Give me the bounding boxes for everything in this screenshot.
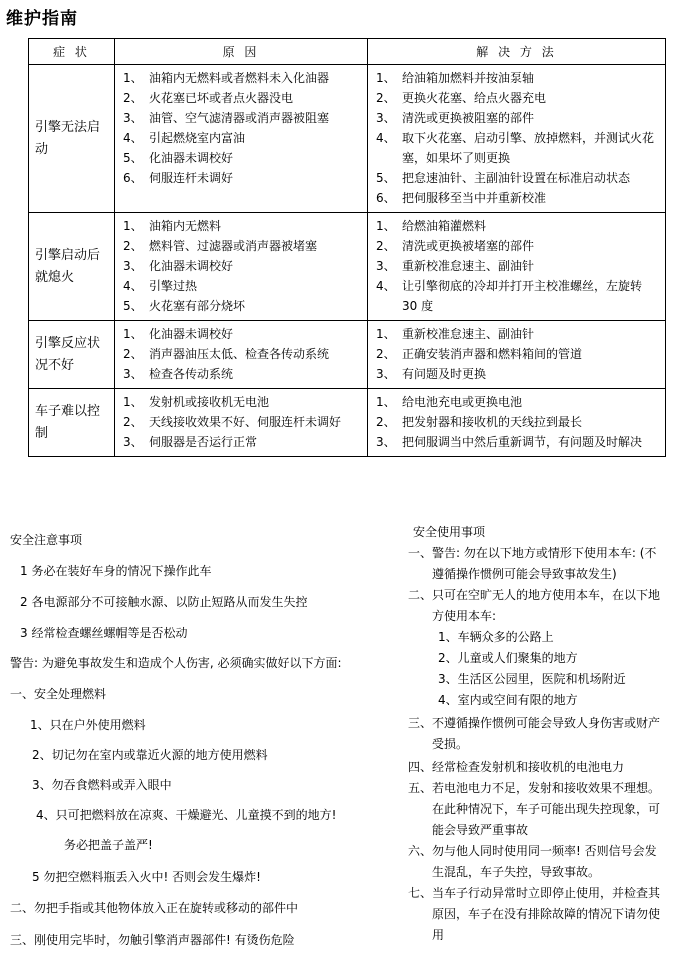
- header-symptom: 症 状: [29, 39, 115, 65]
- solution-item: 1、 给油箱加燃料并按油泵轴: [376, 71, 535, 85]
- safety-use-item: 三、 不遵循操作惯例可能会导致人身伤害或财产受损。: [408, 716, 661, 751]
- cause-item: 3、 检查各传动系统: [123, 367, 234, 381]
- solution-item: 1、 重新校准怠速主、副油针: [376, 327, 535, 341]
- place-item: 3、生活区公园里，医院和机场附近: [438, 672, 626, 686]
- safety-use-item: 七、 当车子行动异常时立即停止使用，并检查其原因，车子在没有排除故障的情况下请勿使用: [408, 886, 661, 942]
- symptom-cell: 引擎无法启动: [29, 65, 115, 213]
- solution-item: 1、 给燃油箱灌燃料: [376, 219, 487, 233]
- fuel-heading: 一、安全处理燃料: [10, 687, 107, 701]
- cause-item: 1、 发射机或接收机无电池: [123, 395, 270, 409]
- solution-item: 6、 把伺服移至当中并重新校准: [376, 191, 547, 205]
- cause-item: 2、 消声器油压太低、检查各传动系统: [123, 347, 330, 361]
- solution-item: 3、 清洗或更换被阻塞的部件: [376, 111, 535, 125]
- place-item: 4、室内或空间有限的地方: [438, 693, 578, 707]
- cause-item: 4、 引起燃烧室内富油: [123, 131, 246, 145]
- cause-item: 3、 油管、空气滤清器或消声器被阻塞: [123, 111, 330, 125]
- safety-notes-heading: 安全注意事项: [10, 533, 83, 547]
- fuel-item: 5 勿把空燃料瓶丢入火中! 否则会发生爆炸!: [32, 870, 261, 884]
- safety-use-item: 二、 只可在空旷无人的地方使用本车，在以下地方使用本车:: [408, 588, 661, 623]
- safety-use-item: 一、 警告: 勿在以下地方或情形下使用本车: (不遵循操作惯例可能会导致事故发生): [408, 546, 657, 581]
- solution-item: 4、 取下火花塞、启动引擎、放掉燃料，并测试火花塞，如果坏了则更换: [376, 131, 655, 165]
- page-title: 维护指南: [6, 9, 78, 29]
- cause-item: 5、 化油器未调校好: [123, 151, 234, 165]
- solution-item: 2、 清洗或更换被堵塞的部件: [376, 239, 535, 253]
- place-item: 2、儿童或人们聚集的地方: [438, 651, 578, 665]
- cause-item: 2、 天线接收效果不好、伺服连杆未调好: [123, 415, 342, 429]
- solution-item: 3、 有问题及时更换: [376, 367, 487, 381]
- header-solution: 解 决 方 法: [368, 39, 666, 65]
- symptom-cell: 车子难以控制: [29, 389, 115, 457]
- safety-use-heading: 安全使用事项: [413, 525, 486, 539]
- solution-item: 5、 把怠速油针、主副油针设置在标准启动状态: [376, 171, 631, 185]
- safety-note-item: 3 经常检查螺丝螺帽等是否松动: [20, 626, 188, 640]
- cause-item: 1、 油箱内无燃料: [123, 219, 222, 233]
- warning-text: 警告: 为避免事故发生和造成个人伤害, 必须确实做好以下方面:: [10, 656, 342, 670]
- cause-item: 4、 引擎过热: [123, 279, 198, 293]
- safety-use-item: 六、 勿与他人同时使用同一频率! 否则信号会发生混乱，车子失控，导致事故。: [408, 844, 657, 879]
- cause-item: 3、 伺服器是否运行正常: [123, 435, 258, 449]
- safety-item-2: 二、勿把手指或其他物体放入正在旋转或移动的部件中: [10, 901, 299, 915]
- safety-note-item: 2 各电源部分不可接触水源、以防止短路从而发生失控: [20, 595, 308, 609]
- place-item: 1、车辆众多的公路上: [438, 630, 554, 644]
- fuel-item: 4、只可把燃料放在凉爽、干燥避光、儿童摸不到的地方!: [36, 808, 337, 822]
- solution-item: 2、 把发射器和接收机的天线拉到最长: [376, 415, 583, 429]
- solution-item: 1、 给电池充电或更换电池: [376, 395, 523, 409]
- solution-item: 2、 更换火花塞、给点火器充电: [376, 91, 547, 105]
- place-list: [408, 627, 666, 711]
- cause-item: 6、 伺服连杆未调好: [123, 171, 234, 185]
- cause-item: 3、 化油器未调校好: [123, 259, 234, 273]
- safety-item-3: 三、刚使用完毕时，勿触引擎消声器部件! 有烫伤危险: [10, 933, 295, 947]
- solution-item: 4、 让引擎彻底的冷却并打开主校准螺丝，左旋转 30 度: [376, 279, 643, 313]
- fuel-item: 2、切记勿在室内或靠近火源的地方使用燃料: [32, 748, 268, 762]
- fuel-item: 3、勿吞食燃料或弄入眼中: [32, 778, 172, 792]
- fuel-item: 1、只在户外使用燃料: [30, 718, 146, 732]
- symptom-cell: 引擎启动后就熄火: [29, 213, 115, 321]
- safety-note-item: 1 务必在装好车身的情况下操作此车: [20, 564, 212, 578]
- cause-item: 2、 燃料管、过滤器或消声器被堵塞: [123, 239, 318, 253]
- symptom-cell: 引擎反应状况不好: [29, 321, 115, 389]
- safety-use-section: [408, 522, 666, 946]
- cause-item: 1、 化油器未调校好: [123, 327, 234, 341]
- header-cause: 原 因: [115, 39, 368, 65]
- solution-item: 2、 正确安装消声器和燃料箱间的管道: [376, 347, 583, 361]
- safety-use-item: 五、 若电池电力不足，发射和接收效果不理想。在此种情况下，车子可能出现失控现象，可能会导致严重事故: [408, 781, 661, 837]
- cause-item: 2、 火花塞已坏或者点火器没电: [123, 91, 294, 105]
- solution-item: 3、 重新校准怠速主、副油针: [376, 259, 535, 273]
- cause-item: 1、 油箱内无燃料或者燃料未入化油器: [123, 71, 330, 85]
- cause-item: 5、 火花塞有部分烧坏: [123, 299, 246, 313]
- fuel-item: 务必把盖子盖严!: [64, 838, 153, 852]
- solution-item: 3、 把伺服调当中然后重新调节，有问题及时解决: [376, 435, 643, 449]
- safety-use-item: 四、 经常检查发射机和接收机的电池电力: [408, 760, 625, 774]
